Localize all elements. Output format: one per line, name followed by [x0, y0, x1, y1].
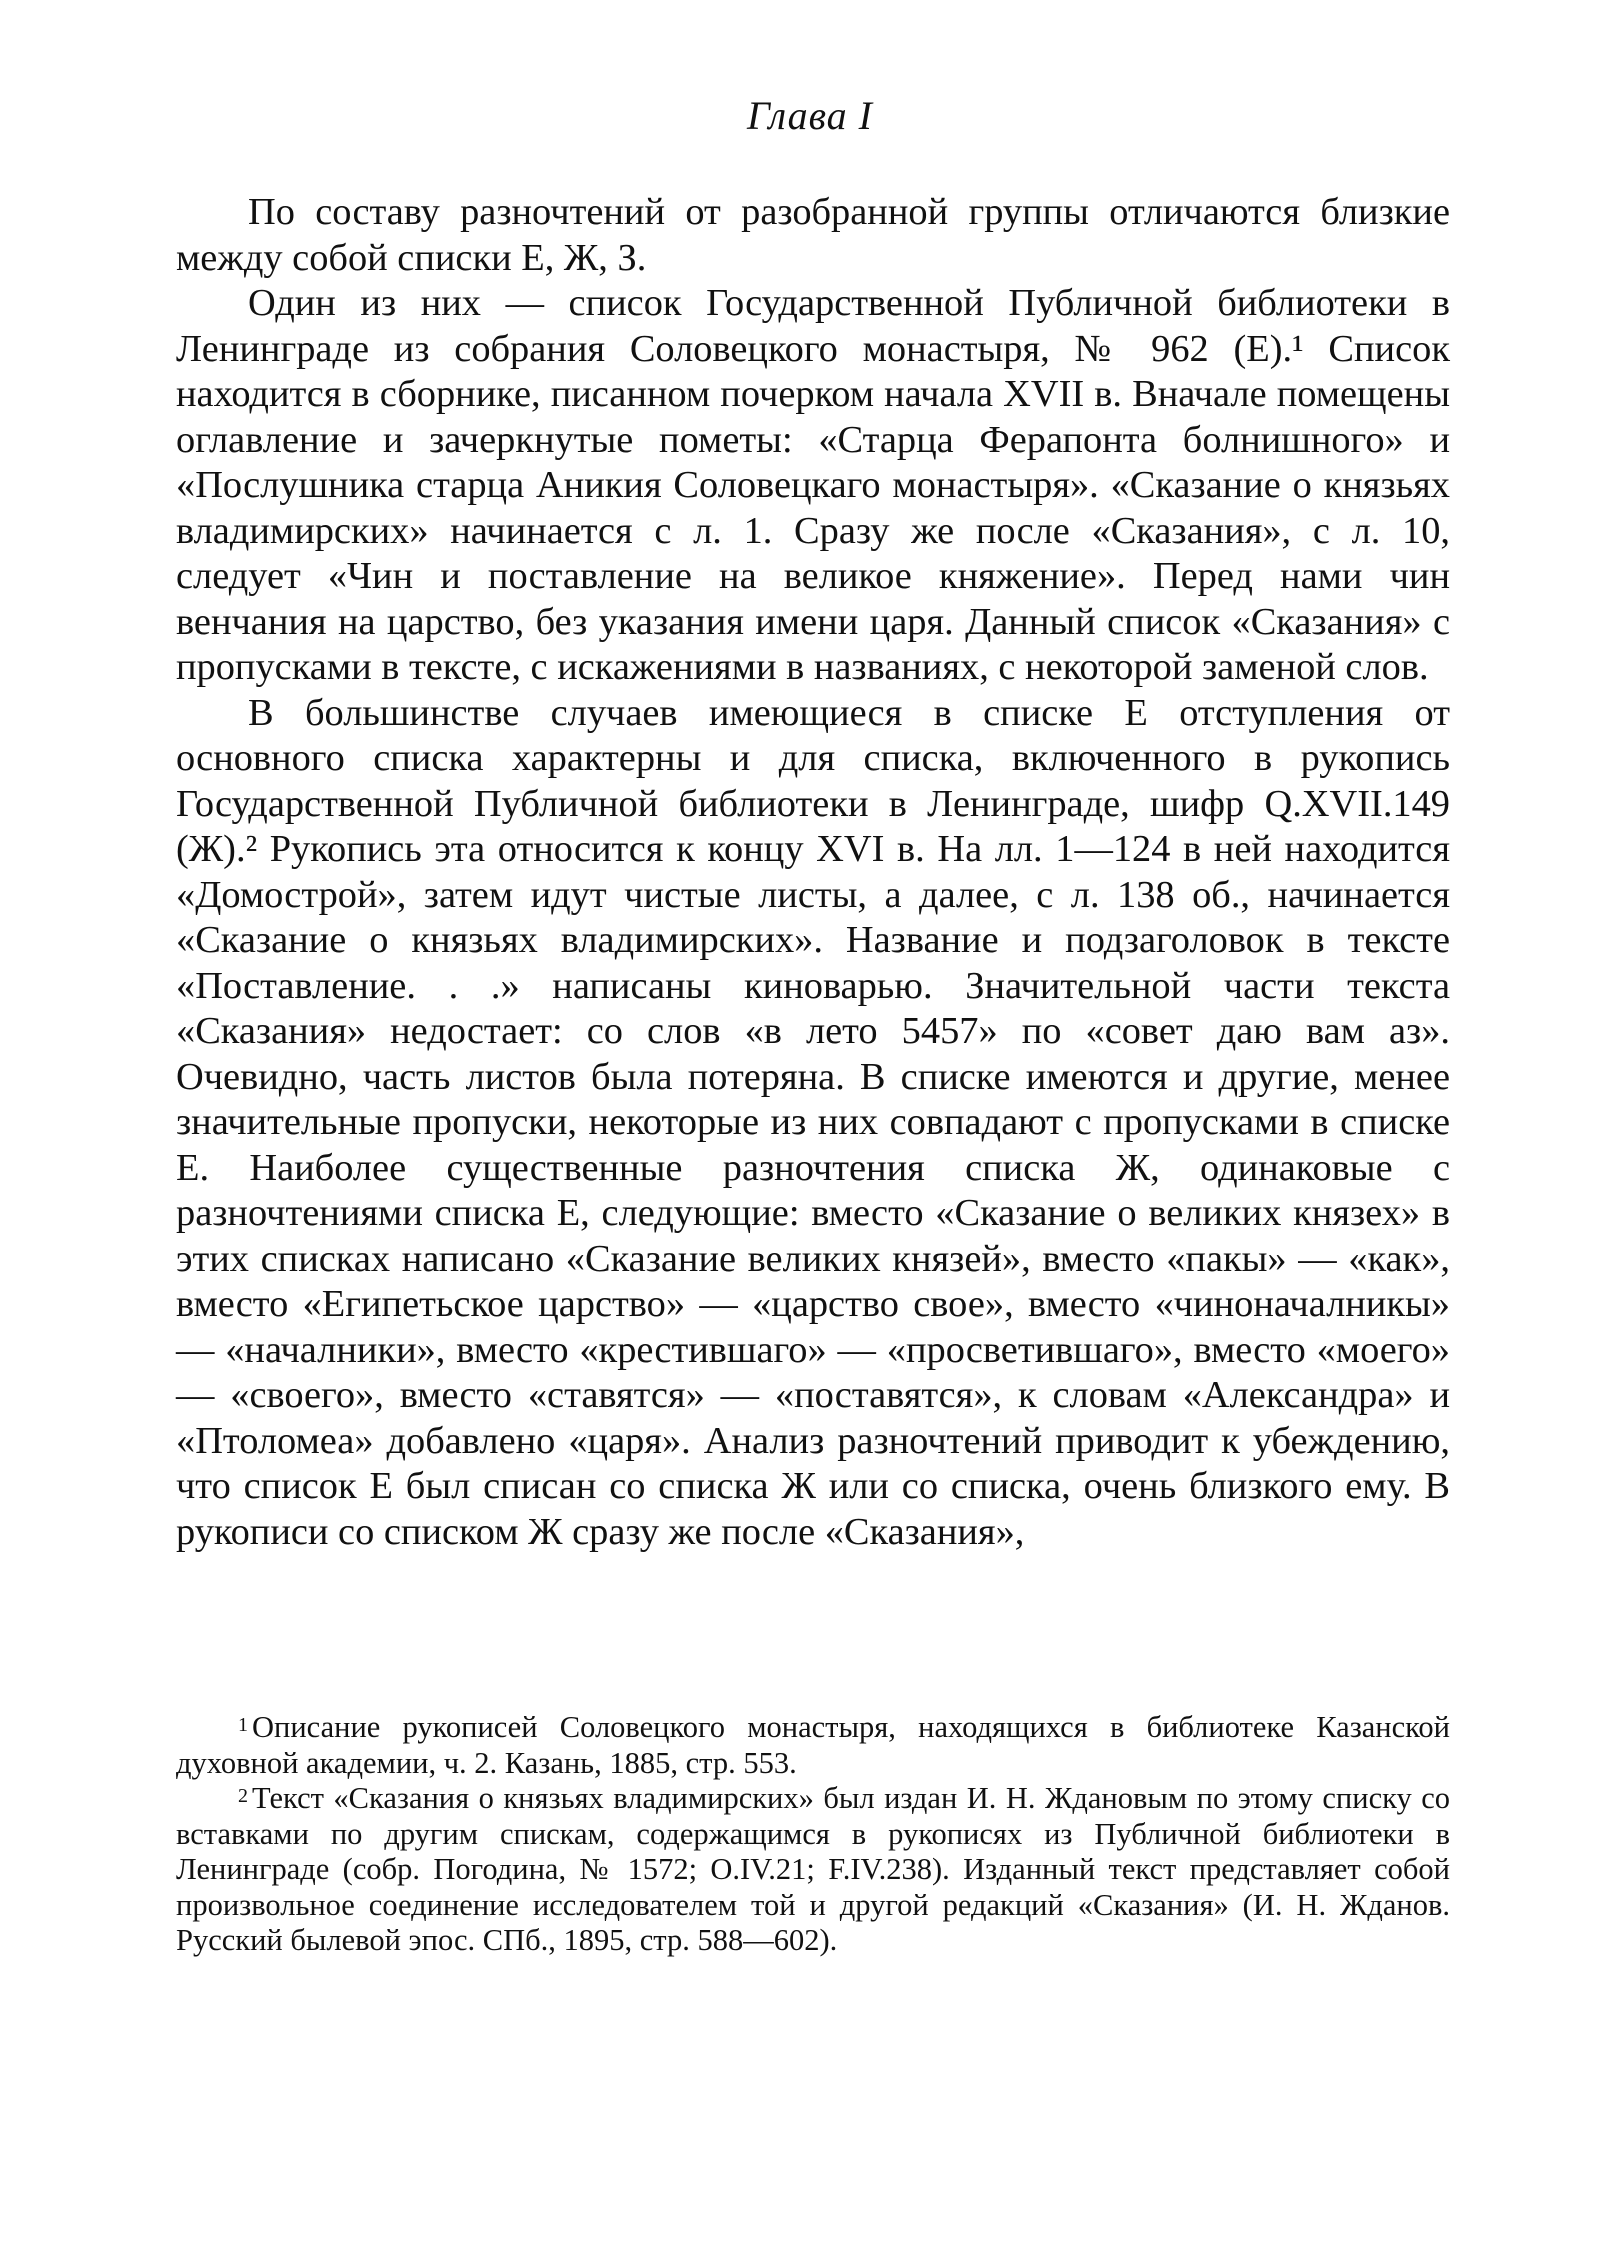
footnote [176, 1781, 1450, 1959]
paragraph: По составу разночтений от разобранной группы отличаются близкие между собой списки Е, Ж, З. [176, 191, 1450, 279]
footnote [176, 1710, 1450, 1781]
footnote-text: Текст «Сказания о князьях владимирских» был издан И. Н. Ждановым по этому списку со вставками по другим спискам, содержащимся в рукописях из Публичной библиотеки в Ленинграде (собр. Погодина, № 1572; О.IV.21; F.IV.238). Изданный текст представляет собой произвольное соединение исследователем той и другой редакций «Сказания» (И. Н. Жданов. Русский былевой эпос. СПб., 1895, стр. 588—602). [176, 1781, 1450, 1957]
main-text [176, 190, 1450, 1555]
running-title: Глава I [747, 93, 873, 138]
footnote-marker: 2 [238, 1785, 248, 1807]
footnote-marker: 1 [238, 1714, 248, 1736]
footnote-text: Описание рукописей Соловецкого монастыря, находящихся в библиотеке Казанской духовной академии, ч. 2. Казань, 1885, стр. 553. [176, 1710, 1450, 1780]
paragraph: Один из них — список Государственной Публичной библиотеки в Ленинграде из собрания Соловецкого монастыря, № 962 (Е).¹ Список находится в сборнике, писанном почерком начала XVII в. Вначале помещены оглавление и зачеркнутые пометы: «Старца Ферапонта болнишного» и «Послушника старца Аникия Соловецкаго монастыря». «Сказание о князьях владимирских» начинается с л. 1. Сразу же после «Сказания», с л. 10, следует «Чин и поставление на великое княжение». Перед нами чин венчания на царство, без указания имени царя. Данный список «Сказания» с пропусками в тексте, с искажениями в названиях, с некоторой заменой слов. [176, 282, 1450, 688]
footnotes [176, 1710, 1450, 1959]
paragraph: В большинстве случаев имеющиеся в списке Е отступления от основного списка характерны и для списка, включенного в рукопись Государственной Публичной библиотеки в Ленинграде, шифр Q.XVII.149 (Ж).² Рукопись эта относится к концу XVI в. На лл. 1—124 в ней находится «Домострой», затем идут чистые листы, а далее, с л. 138 об., начинается «Сказание о князьях владимирских». Название и подзаголовок в тексте «Поставление. . .» написаны киноварью. Значительной части текста «Сказания» недостает: со слов «в лето 5457» по «совет даю вам аз». Очевидно, часть листов была потеряна. В списке имеются и другие, менее значительные пропуски, некоторые из них совпадают с пропусками в списке Е. Наиболее существенные разночтения списка Ж, одинаковые с разночтениями списка Е, следующие: вместо «Сказание о великих князех» в этих списках написано «Сказание великих князей», вместо «пакы» — «как», вместо «Египетьское царство» — «царство свое», вместо «чиноначалникы» — «началники», вместо «крестившаго» — «просветившаго», вместо «моего» — «своего», вместо «ставятся» — «поставятся», к словам «Александра» и «Птоломеа» добавлено «царя». Анализ разночтений приводит к убеждению, что список Е был списан со списка Ж или со списка, очень близкого ему. В рукописи со списком Ж сразу же после «Сказания», [176, 691, 1450, 1553]
